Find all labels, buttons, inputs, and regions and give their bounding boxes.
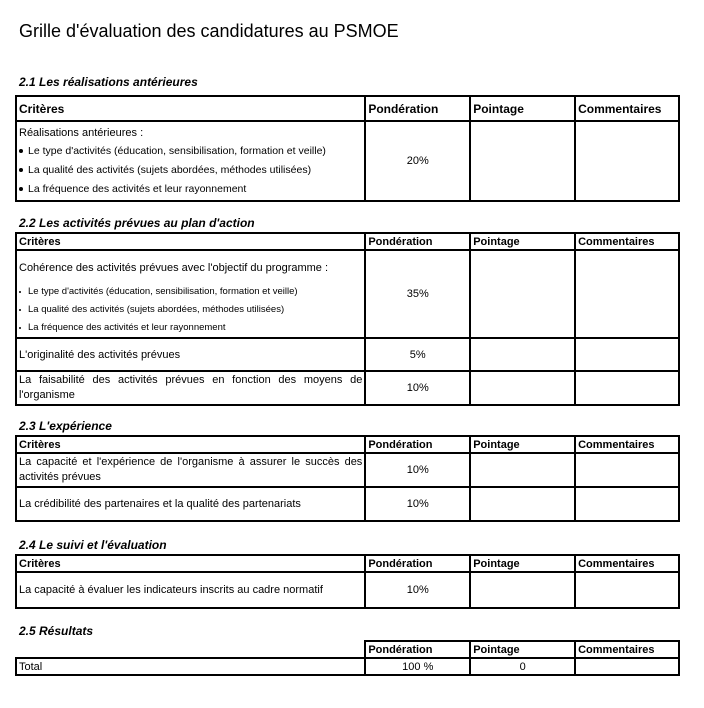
list-item: La qualité des activités (sujets abordées, méthodes utilisées) (19, 161, 362, 180)
header-criteria: Critères (16, 233, 365, 250)
weight-cell: 20% (365, 121, 470, 201)
section-title-activites: 2.2 Les activités prévues au plan d'action (19, 216, 255, 230)
weight-cell: 10% (365, 371, 470, 405)
score-cell (470, 453, 575, 487)
bullet-icon (19, 149, 23, 153)
total-score: 0 (470, 658, 575, 675)
comments-cell (575, 658, 679, 675)
list-item: La fréquence des activités et leur rayonnement (19, 180, 362, 199)
weight-cell: 10% (365, 487, 470, 521)
comments-cell (575, 121, 679, 201)
header-weighting: Pondération (365, 555, 470, 572)
weight-cell: 10% (365, 453, 470, 487)
comments-cell (575, 572, 679, 608)
list-item: Le type d'activités (éducation, sensibilisation, formation et veille) (19, 142, 362, 161)
score-cell (470, 572, 575, 608)
table-row (16, 250, 679, 338)
list-item: Le type d'activités (éducation, sensibilisation, formation et veille) (19, 283, 362, 301)
criterion-cell: La faisabilité des activités prévues en fonction des moyens de l'organisme (16, 371, 365, 405)
comments-cell (575, 371, 679, 405)
header-criteria: Critères (16, 436, 365, 453)
header-score: Pointage (470, 555, 575, 572)
header-weighting: Pondération (365, 233, 470, 250)
list-item: La qualité des activités (sujets abordées, méthodes utilisées) (19, 301, 362, 319)
bullet-icon (19, 187, 23, 191)
header-weighting: Pondération (365, 436, 470, 453)
table-realisations (15, 95, 680, 202)
criterion-cell: La capacité et l'expérience de l'organisme à assurer le succès des activités prévues (16, 453, 365, 487)
header-criteria: Critères (16, 555, 365, 572)
weight-cell: 5% (365, 338, 470, 371)
score-cell (470, 121, 575, 201)
table-row (16, 338, 679, 371)
table-row (16, 453, 679, 487)
weight-cell: 10% (365, 572, 470, 608)
header-weighting: Pondération (365, 96, 470, 121)
header-score: Pointage (470, 436, 575, 453)
comments-cell (575, 338, 679, 371)
section-title-experience: 2.3 L'expérience (19, 419, 112, 433)
header-score: Pointage (470, 641, 575, 658)
table-row (16, 121, 679, 201)
header-criteria: Critères (16, 96, 365, 121)
table-suivi (15, 554, 680, 609)
page-title: Grille d'évaluation des candidatures au PSMOE (19, 21, 399, 41)
weight-cell: 35% (365, 250, 470, 338)
criterion-cell (16, 250, 365, 338)
criterion-bullet-list (19, 142, 362, 199)
header-score: Pointage (470, 96, 575, 121)
header-comments: Commentaires (575, 641, 679, 658)
criterion-cell: La capacité à évaluer les indicateurs inscrits au cadre normatif (16, 572, 365, 608)
header-weighting: Pondération (365, 641, 470, 658)
header-empty (16, 641, 365, 658)
header-comments: Commentaires (575, 96, 679, 121)
table-row (16, 658, 679, 675)
table-resultats (15, 640, 680, 676)
comments-cell (575, 487, 679, 521)
table-row (16, 487, 679, 521)
comments-cell (575, 250, 679, 338)
section-title-suivi: 2.4 Le suivi et l'évaluation (19, 538, 167, 552)
criterion-cell: L'originalité des activités prévues (16, 338, 365, 371)
total-weight: 100 % (365, 658, 470, 675)
list-item: La fréquence des activités et leur rayonnement (19, 319, 362, 337)
header-comments: Commentaires (575, 436, 679, 453)
table-row (16, 371, 679, 405)
criterion-intro: Réalisations antérieures : (19, 127, 144, 139)
score-cell (470, 487, 575, 521)
total-label: Total (16, 658, 365, 675)
table-experience (15, 435, 680, 522)
table-row (16, 572, 679, 608)
section-title-realisations: 2.1 Les réalisations antérieures (19, 75, 198, 89)
table-activites (15, 232, 680, 406)
score-cell (470, 250, 575, 338)
section-title-resultats: 2.5 Résultats (19, 624, 94, 638)
criterion-intro: Cohérence des activités prévues avec l'objectif du programme : (19, 262, 329, 274)
header-comments: Commentaires (575, 233, 679, 250)
bullet-icon (19, 168, 23, 172)
criterion-cell (16, 121, 365, 201)
bullet-icon (19, 309, 21, 311)
header-comments: Commentaires (575, 555, 679, 572)
bullet-icon (19, 327, 21, 329)
criterion-bullet-list (19, 283, 362, 337)
score-cell (470, 371, 575, 405)
bullet-icon (19, 291, 21, 293)
comments-cell (575, 453, 679, 487)
criterion-cell: La crédibilité des partenaires et la qualité des partenariats (16, 487, 365, 521)
score-cell (470, 338, 575, 371)
header-score: Pointage (470, 233, 575, 250)
